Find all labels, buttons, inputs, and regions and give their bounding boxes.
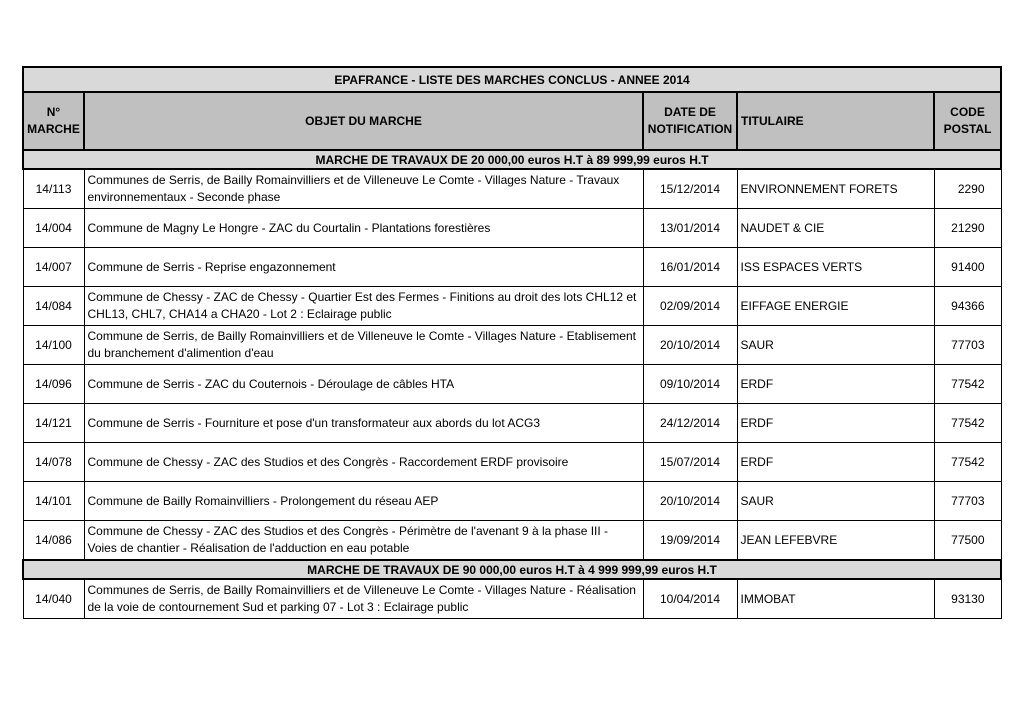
cell-code-postal: 77703 (934, 326, 1001, 365)
cell-date: 10/04/2014 (643, 579, 737, 619)
header-numero: N° MARCHE (23, 92, 84, 150)
cell-objet: Commune de Chessy - ZAC des Studios et des Congrès - Périmètre de l'avenant 9 à la phase III - Voies de chantier - Réalisation de l'adduction en eau potable (84, 521, 643, 561)
section-label: MARCHE DE TRAVAUX DE 20 000,00 euros H.T à 89 999,99 euros H.T (23, 150, 1001, 169)
header-date: DATE DE NOTIFICATION (643, 92, 737, 150)
cell-titulaire: ERDF (737, 443, 934, 482)
cell-date: 19/09/2014 (643, 521, 737, 561)
cell-numero: 14/101 (23, 482, 84, 521)
cell-titulaire: JEAN LEFEBVRE (737, 521, 934, 561)
cell-numero: 14/113 (23, 169, 84, 209)
cell-numero: 14/084 (23, 287, 84, 326)
cell-code-postal: 93130 (934, 579, 1001, 619)
cell-code-postal: 77542 (934, 365, 1001, 404)
cell-date: 13/01/2014 (643, 209, 737, 248)
cell-titulaire: SAUR (737, 482, 934, 521)
table-row (23, 521, 1001, 561)
cell-objet: Commune de Magny Le Hongre - ZAC du Courtalin - Plantations forestières (84, 209, 643, 248)
cell-code-postal: 77703 (934, 482, 1001, 521)
header-code-postal: CODE POSTAL (934, 92, 1001, 150)
cell-objet: Communes de Serris, de Bailly Romainvilliers et de Villeneuve Le Comte - Villages Nature - Travaux environnementaux - Seconde phase (84, 169, 643, 209)
title-row (23, 67, 1001, 92)
table-row (23, 287, 1001, 326)
cell-code-postal: 77542 (934, 443, 1001, 482)
cell-numero: 14/007 (23, 248, 84, 287)
section-label: MARCHE DE TRAVAUX DE 90 000,00 euros H.T à 4 999 999,99 euros H.T (23, 560, 1001, 579)
header-row (23, 92, 1001, 150)
cell-date: 15/07/2014 (643, 443, 737, 482)
cell-titulaire: ISS ESPACES VERTS (737, 248, 934, 287)
cell-titulaire: ENVIRONNEMENT FORETS (737, 169, 934, 209)
cell-date: 20/10/2014 (643, 326, 737, 365)
cell-code-postal: 77500 (934, 521, 1001, 561)
table-row (23, 248, 1001, 287)
table-row (23, 443, 1001, 482)
table-row (23, 326, 1001, 365)
cell-date: 15/12/2014 (643, 169, 737, 209)
cell-code-postal: 77542 (934, 404, 1001, 443)
cell-code-postal: 94366 (934, 287, 1001, 326)
cell-numero: 14/121 (23, 404, 84, 443)
cell-numero: 14/100 (23, 326, 84, 365)
cell-code-postal: 91400 (934, 248, 1001, 287)
cell-numero: 14/086 (23, 521, 84, 561)
cell-date: 16/01/2014 (643, 248, 737, 287)
table-row (23, 169, 1001, 209)
cell-titulaire: NAUDET & CIE (737, 209, 934, 248)
document-title: EPAFRANCE - LISTE DES MARCHES CONCLUS - ANNEE 2014 (23, 67, 1001, 92)
header-titulaire: TITULAIRE (737, 92, 934, 150)
cell-code-postal: 21290 (934, 209, 1001, 248)
section-row (23, 560, 1001, 579)
table-row (23, 404, 1001, 443)
cell-objet: Commune de Chessy - ZAC de Chessy - Quartier Est des Fermes - Finitions au droit des lots CHL12 et CHL13, CHL7, CHA14 a CHA20 - Lot 2 : Eclairage public (84, 287, 643, 326)
cell-numero: 14/096 (23, 365, 84, 404)
cell-numero: 14/040 (23, 579, 84, 619)
cell-objet: Commune de Serris, de Bailly Romainvilliers et de Villeneuve le Comte - Villages Nature - Etablisement du branchement d'alimention d'eau (84, 326, 643, 365)
cell-titulaire: EIFFAGE ENERGIE (737, 287, 934, 326)
cell-objet: Commune de Serris - ZAC du Couternois - Déroulage de câbles HTA (84, 365, 643, 404)
table-row (23, 579, 1001, 619)
cell-objet: Commune de Chessy - ZAC des Studios et des Congrès - Raccordement ERDF provisoire (84, 443, 643, 482)
cell-numero: 14/004 (23, 209, 84, 248)
cell-date: 20/10/2014 (643, 482, 737, 521)
cell-titulaire: SAUR (737, 326, 934, 365)
table-row (23, 482, 1001, 521)
cell-objet: Commune de Serris - Fourniture et pose d'un transformateur aux abords du lot ACG3 (84, 404, 643, 443)
section-row (23, 150, 1001, 169)
header-objet: OBJET DU MARCHE (84, 92, 643, 150)
cell-code-postal: 2290 (934, 169, 1001, 209)
table-row (23, 365, 1001, 404)
cell-objet: Communes de Serris, de Bailly Romainvilliers et de Villeneuve Le Comte - Villages Nature - Réalisation de la voie de contournement Sud et parking 07 - Lot 3 : Eclairage public (84, 579, 643, 619)
table-body (23, 67, 1001, 619)
cell-objet: Commune de Bailly Romainvilliers - Prolongement du réseau AEP (84, 482, 643, 521)
cell-numero: 14/078 (23, 443, 84, 482)
cell-objet: Commune de Serris - Reprise engazonnement (84, 248, 643, 287)
cell-titulaire: IMMOBAT (737, 579, 934, 619)
table-row (23, 209, 1001, 248)
cell-date: 24/12/2014 (643, 404, 737, 443)
marches-table (22, 66, 1002, 619)
cell-titulaire: ERDF (737, 404, 934, 443)
cell-date: 09/10/2014 (643, 365, 737, 404)
cell-titulaire: ERDF (737, 365, 934, 404)
cell-date: 02/09/2014 (643, 287, 737, 326)
